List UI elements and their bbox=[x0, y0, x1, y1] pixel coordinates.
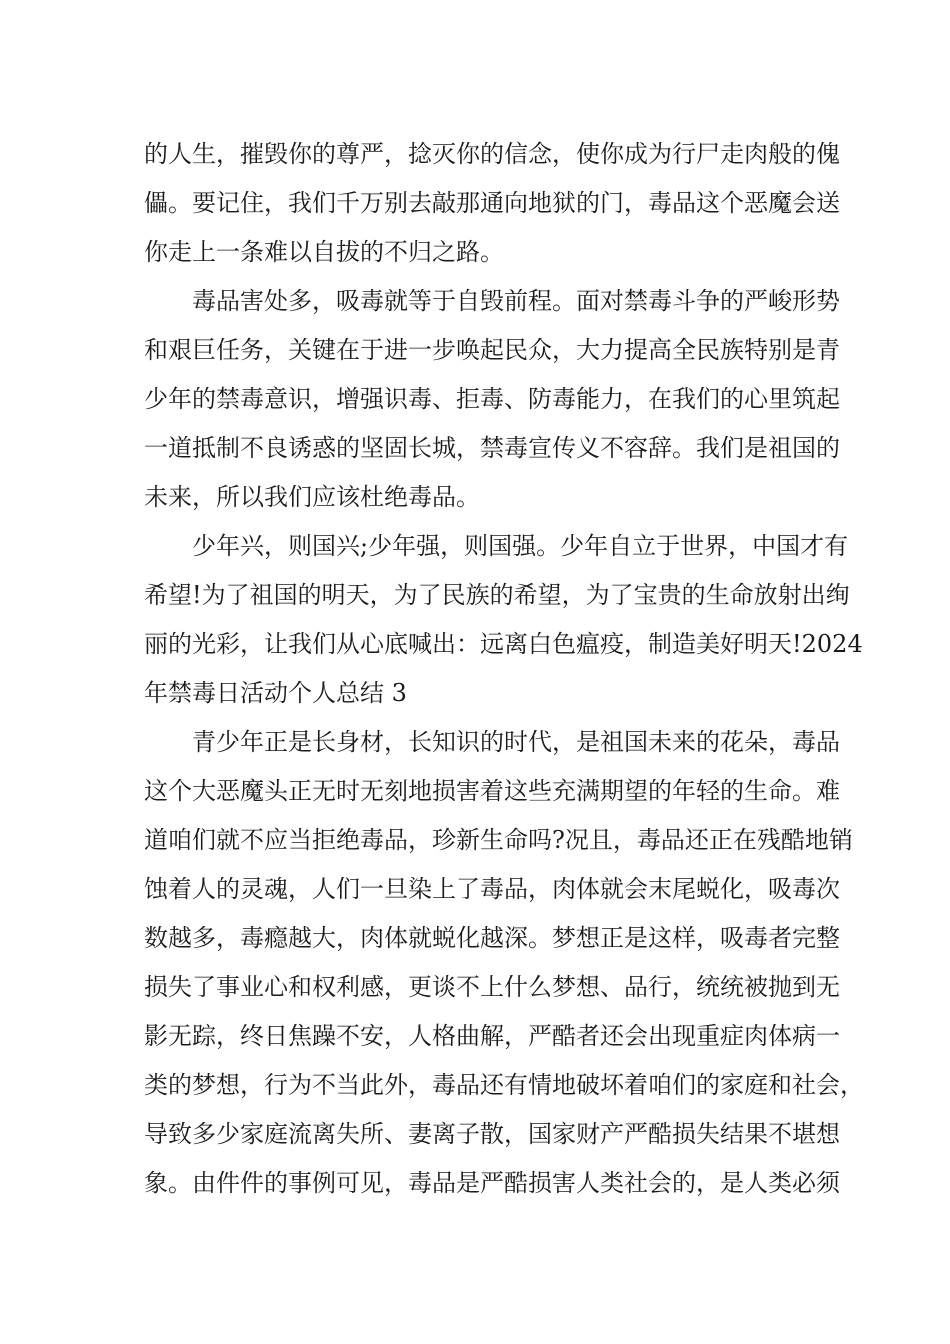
p1-line-1: 的人生，摧毁你的尊严，捻灭你的信念，使你成为行尸走肉般的傀 bbox=[144, 140, 840, 168]
p3-line-4: 年禁毒日活动个人总结 3 bbox=[144, 679, 407, 707]
p1-line-2: 儡。要记住，我们千万别去敲那通向地狱的门，毒品这个恶魔会送 bbox=[144, 189, 840, 217]
p4-line-2: 这个大恶魔头正无时无刻地损害着这些充满期望的年轻的生命。难 bbox=[144, 777, 840, 805]
p4-line-10: 象。由件件的事例可见，毒品是严酷损害人类社会的，是人类必须 bbox=[144, 1169, 840, 1197]
p2-line-5: 未来，所以我们应该杜绝毒品。 bbox=[144, 483, 480, 511]
document-body bbox=[144, 130, 864, 1208]
p4-line-9: 导致多少家庭流离失所、妻离子散，国家财产严酷损失结果不堪想 bbox=[144, 1120, 840, 1148]
p4-line-7: 影无踪，终日焦躁不安，人格曲解，严酷者还会出现重症肉体病一 bbox=[144, 1022, 840, 1050]
p2-line-1: 毒品害处多，吸毒就等于自毁前程。面对禁毒斗争的严峻形势 bbox=[192, 287, 840, 315]
p4-line-5: 数越多，毒瘾越大，肉体就蜕化越深。梦想正是这样，吸毒者完整 bbox=[144, 924, 840, 952]
p3-line-2: 希望!为了祖国的明天，为了民族的希望，为了宝贵的生命放射出绚 bbox=[144, 581, 850, 609]
p4-line-3: 道咱们就不应当拒绝毒品，珍新生命吗?况且，毒品还正在残酷地销 bbox=[144, 826, 853, 854]
p4-line-4: 蚀着人的灵魂，人们一旦染上了毒品，肉体就会末尾蜕化，吸毒次 bbox=[144, 875, 840, 903]
p4-line-6: 损失了事业心和权利感，更谈不上什么梦想、品行，统统被抛到无 bbox=[144, 973, 840, 1001]
p3-line-3: 丽的光彩，让我们从心底喊出：远离白色瘟疫，制造美好明天!2024 bbox=[144, 630, 863, 658]
p3-line-1: 少年兴，则国兴;少年强，则国强。少年自立于世界，中国才有 bbox=[192, 532, 849, 560]
p1-line-3: 你走上一条难以自拔的不归之路。 bbox=[144, 238, 504, 266]
p2-line-3: 少年的禁毒意识，增强识毒、拒毒、防毒能力，在我们的心里筑起 bbox=[144, 385, 840, 413]
p4-line-8: 类的梦想，行为不当此外，毒品还有情地破坏着咱们的家庭和社会， bbox=[144, 1071, 864, 1099]
p2-line-2: 和艰巨任务，关键在于进一步唤起民众，大力提高全民族特别是青 bbox=[144, 336, 840, 364]
p2-line-4: 一道抵制不良诱惑的坚固长城，禁毒宣传义不容辞。我们是祖国的 bbox=[144, 434, 840, 462]
p4-line-1: 青少年正是长身材，长知识的时代，是祖国未来的花朵，毒品 bbox=[192, 728, 840, 756]
